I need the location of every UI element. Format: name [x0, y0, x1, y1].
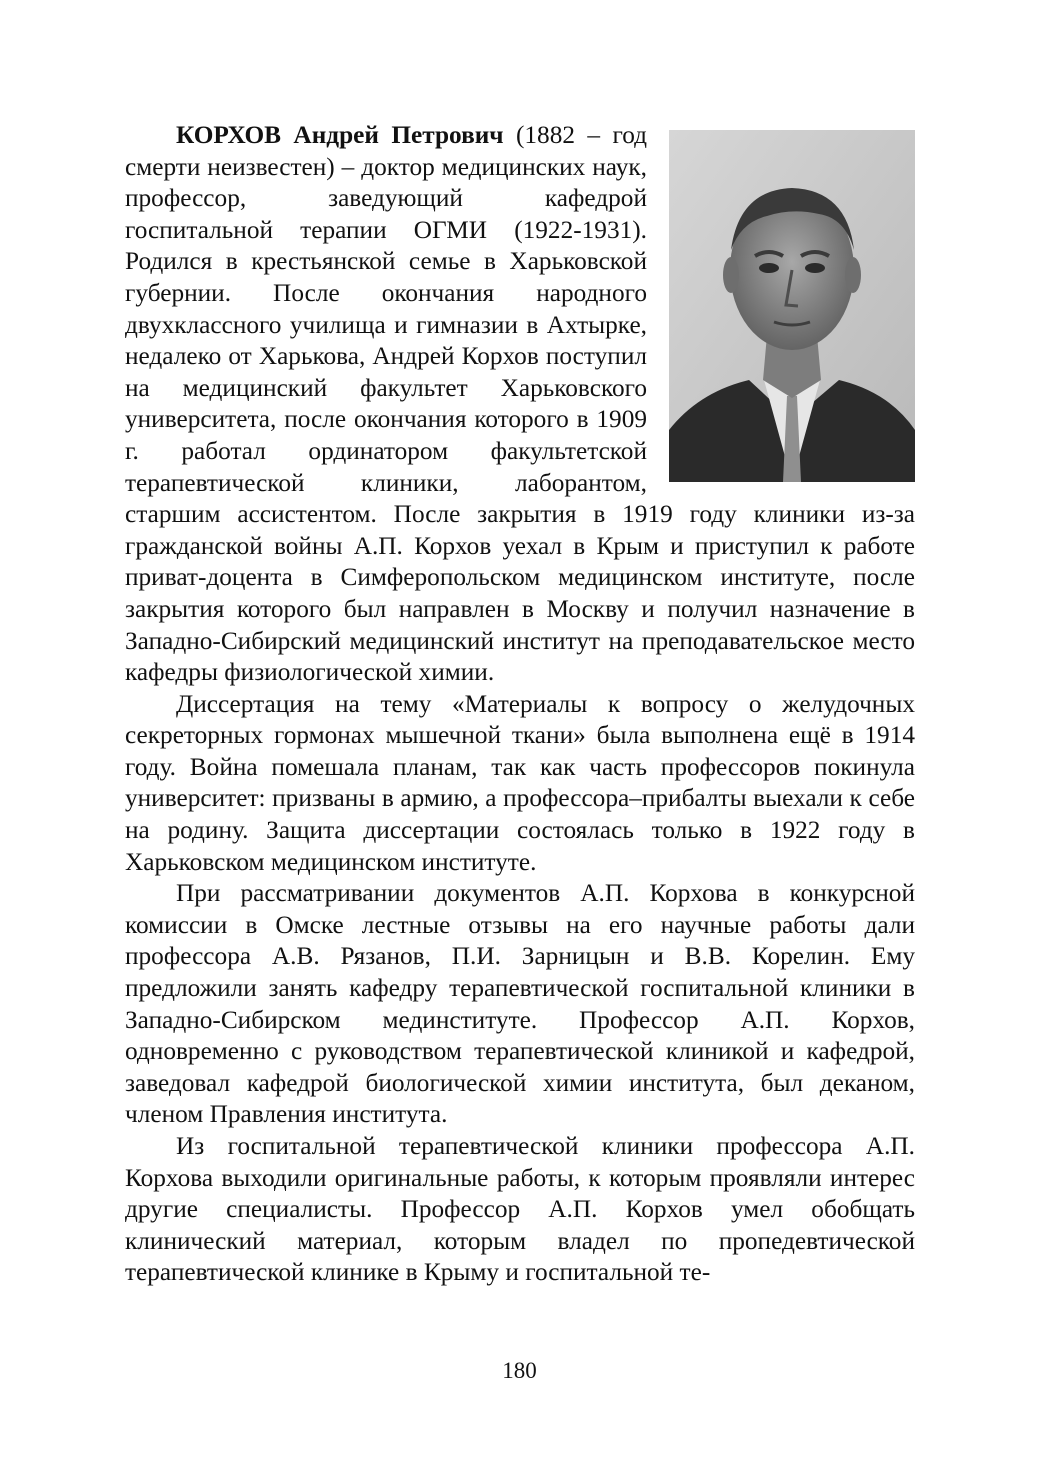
portrait-photo [669, 130, 915, 482]
article-body [125, 120, 915, 1289]
paragraph-4: Из госпитальной терапевтической клиники профессора А.П. Корхова выходили оригинальные работы, к которым проявляли интерес другие специалисты. Профессор А.П. Корхов умел обобщать клинический материал, которым владел по пропедевтической терапевтической клинике в Крыму и госпитальной те- [125, 1132, 915, 1287]
paragraph-1-text: (1882 – год смерти неизвестен) – доктор медицинских наук, профессор, заведующий кафедрой госпитальной терапии ОГМИ (1922-1931). Родился в крестьянской семье в Харьковской губернии. После окончания народного двухклассного училища и гимназии в Ахтырке, недалеко от Харькова, Андрей Корхов поступил на медицинский факультет Харьковского университета, после окончания которого в 1909 г. работал ординатором факультетской терапевтической клиники, лаборантом, старшим ассистентом. После закрытия в 1919 году клиники из-за гражданской войны А.П. Корхов уехал в Крым и приступил к работе приват-доцента в Симферопольском медицинском институте, после закрытия которого был направлен в Москву и получил назначение в Западно-Сибирский медицинский институт на преподавательское место кафедры физиологической химии. [125, 121, 915, 687]
paragraph-2: Диссертация на тему «Материалы к вопросу о желудочных секреторных гормонах мышечной ткани» была выполнена ещё в 1914 году. Война помешала планам, так как часть профессоров покинула университет: призваны в армию, а профессора–прибалты выехали к себе на родину. Защита диссертации состоялась только в 1922 году в Харьковском медицинском институте. [125, 689, 915, 876]
paragraph-3: При рассматривании документов А.П. Корхова в конкурсной комиссии в Омске лестные отзывы на его научные работы дали профессора А.В. Рязанов, П.И. Зарницын и В.В. Корелин. Ему предложили занять кафедру терапевтической госпитальной клиники в Западно-Сибирском мединституте. Профессор А.П. Корхов, одновременно с руководством терапевтической клиникой и кафедрой, заведовал кафедрой биологической химии института, был деканом, членом Правления института. [125, 879, 915, 1129]
portrait-image [669, 130, 915, 482]
page-number: 180 [502, 1358, 537, 1383]
person-name: КОРХОВ Андрей Петрович [176, 121, 504, 149]
